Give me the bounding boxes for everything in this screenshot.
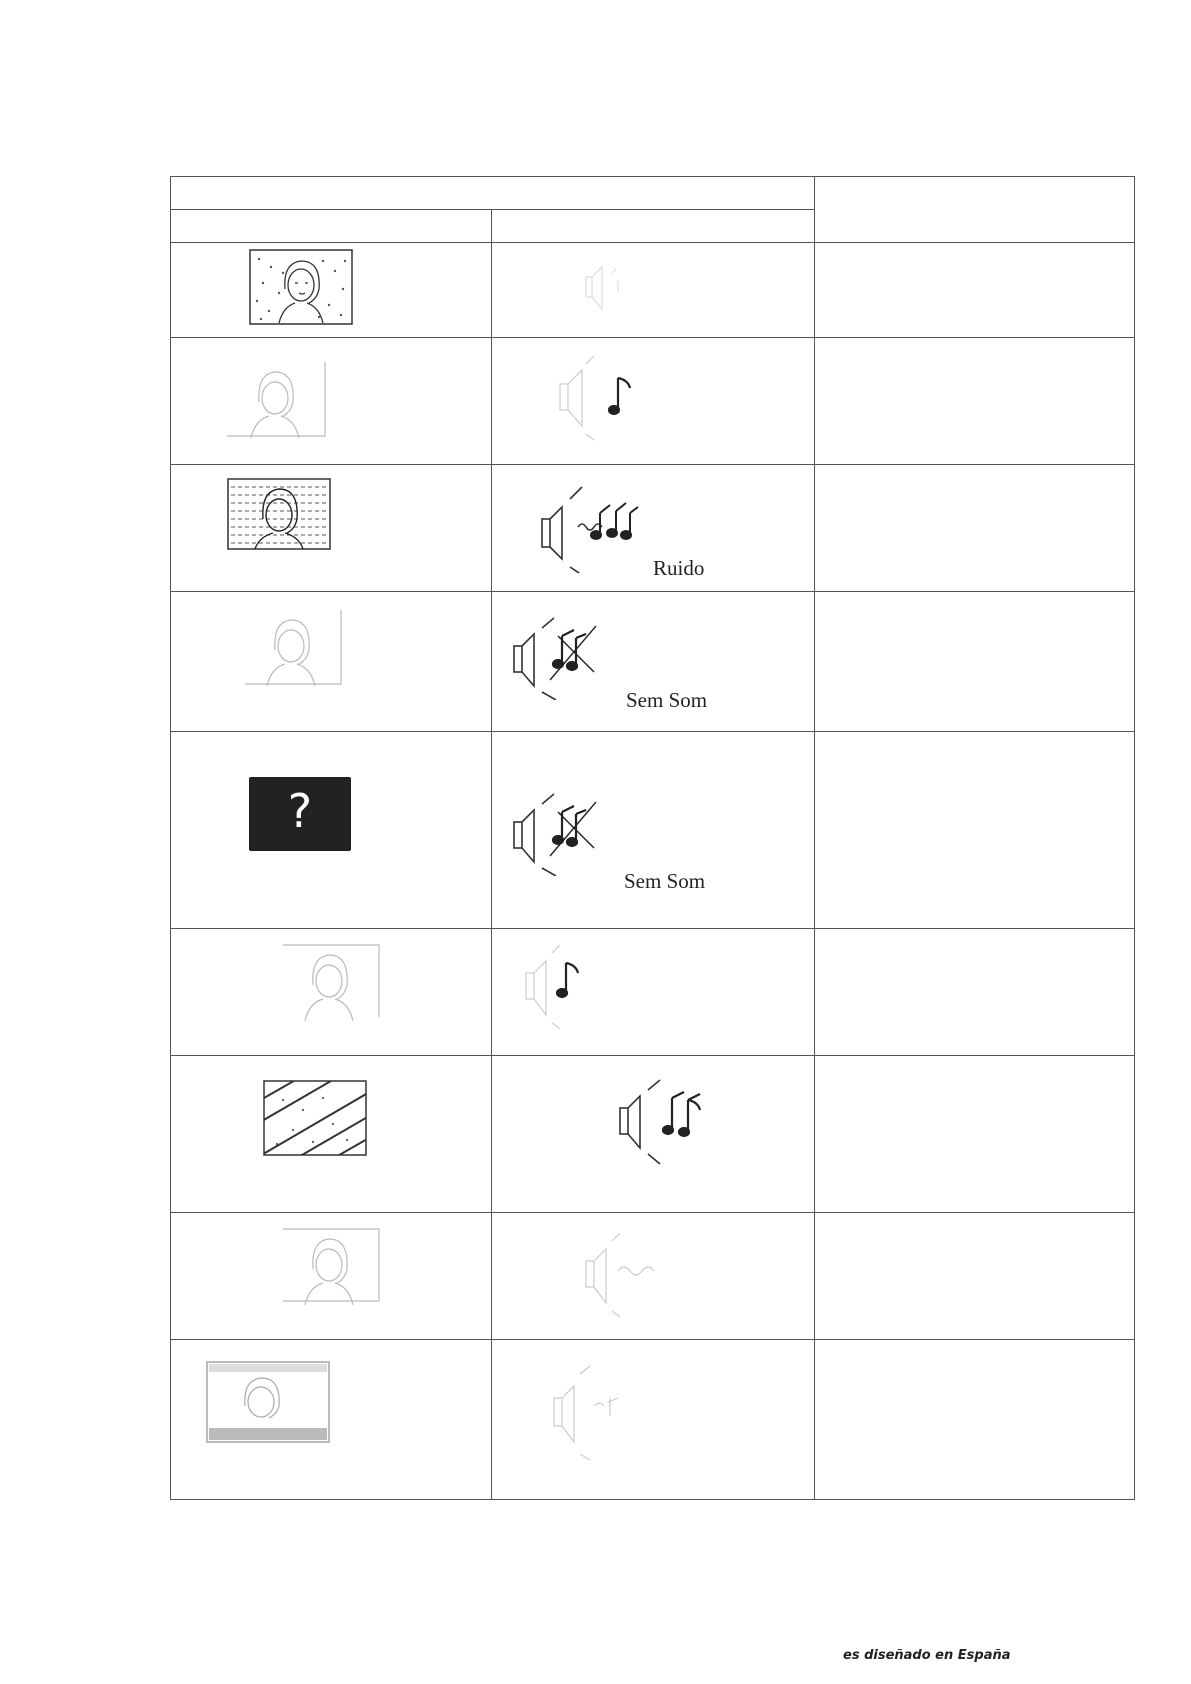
- table-row: [171, 1340, 1135, 1500]
- picture-cell: [171, 243, 492, 338]
- tv-faint-face-icon: [279, 1225, 383, 1307]
- table-row: [171, 732, 1135, 929]
- solution-cell: [815, 243, 1135, 338]
- speaker-muted-icon: [510, 792, 610, 876]
- speaker-noise-icon: [538, 483, 648, 573]
- table-row: [171, 592, 1135, 732]
- table-row: [171, 465, 1135, 592]
- sound-cell: [492, 243, 815, 338]
- solution-cell: [815, 1213, 1135, 1340]
- faint-speaker-icon: [550, 1362, 650, 1462]
- sound-cell: [492, 592, 815, 732]
- tv-lines-face-icon: [227, 473, 331, 551]
- brand-logo: es diseñado en España: [843, 1648, 1011, 1663]
- tv-faint-face-icon: [279, 941, 383, 1023]
- speaker-muted-icon: [510, 616, 610, 700]
- solution-cell: [815, 338, 1135, 465]
- solution-cell: [815, 732, 1135, 929]
- sound-cell: [492, 1056, 815, 1213]
- speaker-music-icon: [522, 943, 622, 1033]
- table-row: [171, 338, 1135, 465]
- faint-speaker-icon: [582, 263, 642, 313]
- sound-cell: [492, 929, 815, 1056]
- speaker-music-icon: [616, 1076, 716, 1166]
- sound-cell: [492, 338, 815, 465]
- picture-cell: [171, 929, 492, 1056]
- picture-cell: [171, 732, 492, 929]
- table-row: [171, 929, 1135, 1056]
- sound-cell: [492, 1213, 815, 1340]
- header-solution: [815, 177, 1135, 243]
- picture-cell: [171, 338, 492, 465]
- sound-cell: [492, 732, 815, 929]
- troubleshooting-table: [170, 176, 1135, 1500]
- solution-cell: [815, 592, 1135, 732]
- tv-diagonal-stripes-icon: [263, 1080, 367, 1156]
- sound-cell: [492, 1340, 815, 1500]
- table-row: [171, 243, 1135, 338]
- tv-faint-face-icon: [241, 606, 345, 688]
- sound-caption: Ruido: [653, 556, 705, 580]
- table-row: [171, 1056, 1135, 1213]
- header-symptoms: [171, 177, 815, 210]
- speaker-music-icon: [556, 354, 656, 444]
- faint-speaker-icon: [582, 1231, 682, 1321]
- header-sound: [492, 210, 815, 243]
- picture-cell: [171, 1213, 492, 1340]
- solution-cell: [815, 1056, 1135, 1213]
- header-picture: [171, 210, 492, 243]
- picture-cell: [171, 1340, 492, 1500]
- tv-faint-face-icon: [223, 358, 329, 440]
- table-row: [171, 1213, 1135, 1340]
- no-signal-question-icon: [249, 777, 351, 851]
- solution-cell: [815, 1340, 1135, 1500]
- solution-cell: [815, 929, 1135, 1056]
- picture-cell: [171, 592, 492, 732]
- tv-snow-face-icon: [249, 249, 353, 325]
- sound-cell: [492, 465, 815, 592]
- sound-caption: Sem Som: [624, 869, 706, 893]
- solution-cell: [815, 465, 1135, 592]
- sound-caption: Sem Som: [626, 688, 708, 712]
- question-mark: ?: [287, 784, 313, 838]
- tv-faint-bar-icon: [205, 1356, 331, 1446]
- picture-cell: [171, 1056, 492, 1213]
- picture-cell: [171, 465, 492, 592]
